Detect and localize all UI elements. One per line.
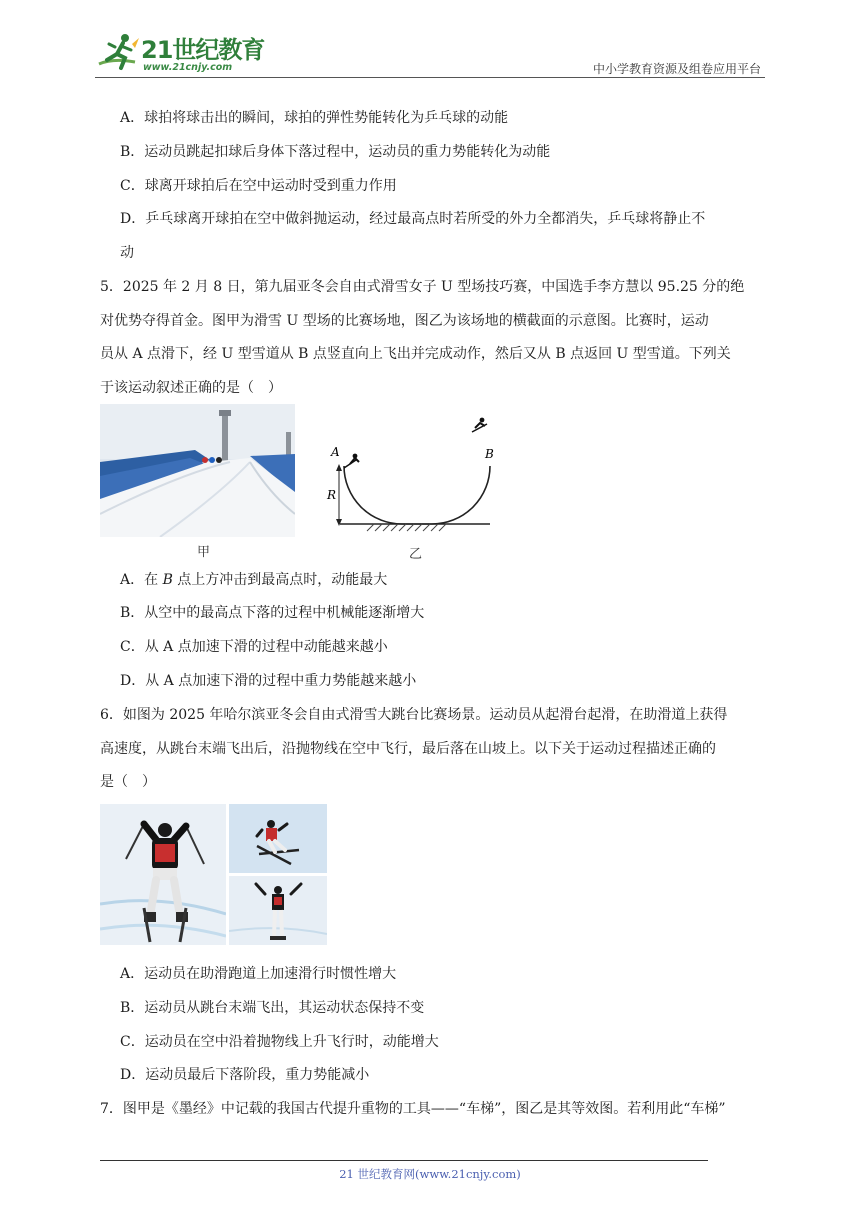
site-logo xyxy=(95,32,265,74)
logo-text: 21世纪教育 xyxy=(141,36,265,64)
q5-option-a: A．在 B 点上方冲击到最高点时，动能最大 xyxy=(120,572,388,588)
q5-option-d: D．从 A 点加速下滑的过程中重力势能越来越小 xyxy=(120,673,417,689)
q5-stem-line1: 5．2025 年 2 月 8 日，第九届亚冬会自由式滑雪女子 U 型场技巧赛，中国选手李方慧以 95.25 分的绝 xyxy=(100,279,745,295)
u-track-diagram xyxy=(322,410,497,535)
skier-at-a-icon xyxy=(344,454,359,468)
q4-option-c: C．球离开球拍后在空中运动时受到重力作用 xyxy=(120,178,397,194)
q6-option-b: B．运动员从跳台末端飞出，其运动状态保持不变 xyxy=(120,1000,425,1016)
q6-stem-line2: 高速度，从跳台末端飞出后，沿抛物线在空中飞行，最后落在山坡上。以下关于运动过程描述正确的 xyxy=(100,741,716,757)
page-header xyxy=(95,30,765,78)
q6-stem-line3: 是（ ） xyxy=(100,774,156,790)
q6-option-d: D．运动员最后下落阶段，重力势能减小 xyxy=(120,1067,370,1083)
q7-stem-line1: 7．图甲是《墨经》中记载的我国古代提升重物的工具——“车梯”，图乙是其等效图。若利用此“车梯” xyxy=(100,1101,726,1117)
point-b-label: B xyxy=(485,447,494,461)
radius-label: R xyxy=(327,488,337,502)
skier-jump-photo xyxy=(229,804,327,873)
skier-landing-photo xyxy=(229,876,327,945)
skier-back-photo xyxy=(100,804,226,945)
q6-stem-line1: 6．如图为 2025 年哈尔滨亚冬会自由式滑雪大跳台比赛场景。运动员从起滑台起滑，在助滑道上获得 xyxy=(100,707,728,723)
q4-option-d-line1: D．乒乓球离开球拍在空中做斜抛运动，经过最高点时若所受的外力全都消失，乒乓球将静止不 xyxy=(120,211,706,227)
footer-divider xyxy=(100,1160,708,1161)
q5-stem-line2: 对优势夺得首金。图甲为滑雪 U 型场的比赛场地，图乙为该场地的横截面的示意图。比赛时，运动 xyxy=(100,313,709,329)
point-a-label: A xyxy=(331,445,340,459)
q5-stem-line4: 于该运动叙述正确的是（ ） xyxy=(100,380,282,396)
q5-stem-line3: 员从 A 点滑下，经 U 型雪道从 B 点竖直向上飞出并完成动作，然后又从 B 点返回 U 型雪道。下列关 xyxy=(100,346,731,362)
q6-option-c: C．运动员在空中沿着抛物线上升飞行时，动能增大 xyxy=(120,1034,439,1050)
skier-in-air-icon xyxy=(472,418,487,432)
runner-logo-icon xyxy=(95,32,143,74)
logo-url: www.21cnjy.com xyxy=(143,62,233,73)
platform-name: 中小学教育资源及组卷应用平台 xyxy=(592,62,761,76)
q5-option-b: B．从空中的最高点下落的过程中机械能逐渐增大 xyxy=(120,605,425,621)
figure-jia-caption: 甲 xyxy=(197,545,211,560)
q4-option-a: A．球拍将球击出的瞬间，球拍的弹性势能转化为乒乓球的动能 xyxy=(120,110,509,126)
halfpipe-photo xyxy=(100,404,295,537)
q6-option-a: A．运动员在助滑跑道上加速滑行时惯性增大 xyxy=(120,966,397,982)
q4-option-d-line2: 动 xyxy=(120,245,134,261)
q4-option-b: B．运动员跳起扣球后身体下落过程中，运动员的重力势能转化为动能 xyxy=(120,144,551,160)
q5-option-c: C．从 A 点加速下滑的过程中动能越来越小 xyxy=(120,639,388,655)
footer-link[interactable]: 21 世纪教育网(www.21cnjy.com) xyxy=(339,1167,521,1181)
figure-yi-caption: 乙 xyxy=(409,547,423,562)
header-divider xyxy=(95,77,765,78)
